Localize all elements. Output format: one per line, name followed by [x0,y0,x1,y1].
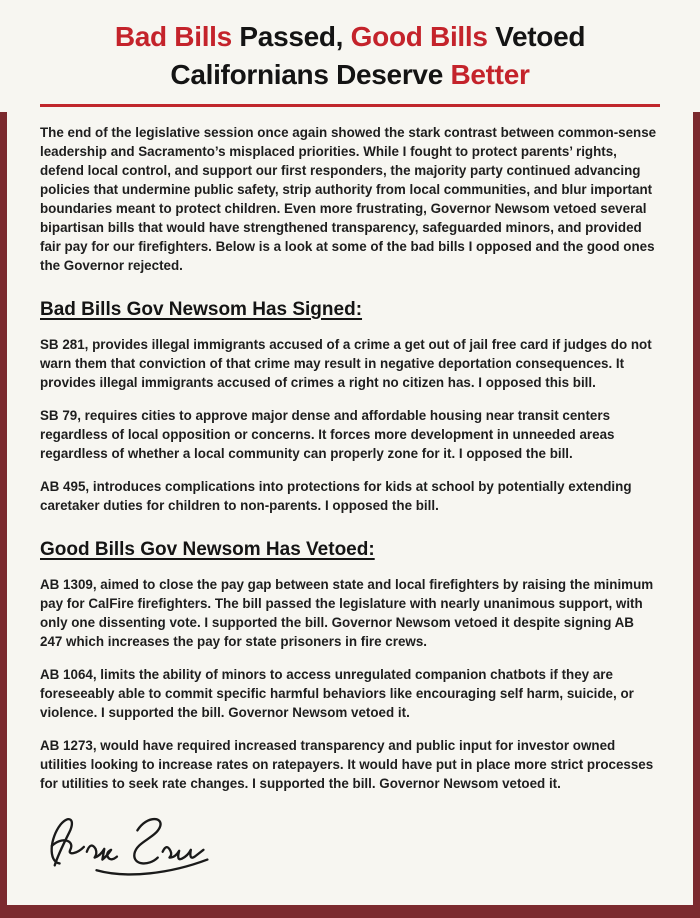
bill-paragraph-ab1064: AB 1064, limits the ability of minors to access unregulated companion chatbots if they are foreseeably able to commit specific harmful behaviors like encouraging self harm, suicide, or violence. I supported the bill. Governor Newsom vetoed it. [40,667,634,721]
page-title [40,18,660,94]
section-heading-good-bills: Good Bills Gov Newsom Has Vetoed: [40,539,375,561]
title-line-1 [115,21,585,52]
title-accent-better: Better [450,58,530,90]
title-text-californians: Californians Deserve [170,58,451,90]
title-line-2 [170,59,529,90]
signature-block [40,809,660,881]
title-accent-bad-bills: Bad Bills [114,21,232,52]
bill-paragraph-ab495: AB 495, introduces complications into protections for kids at school by potentially extending caretaker duties for children to non-parents. I opposed the bill. [40,479,632,514]
bottom-border-bar [0,905,700,918]
bill-paragraph-sb281: SB 281, provides illegal immigrants accused of a crime a get out of jail free card if judges do not warn them that conviction of that crime may result in negative deportation consequences. It provides illegal immigrants accused of crimes a right no citizen has. I opposed this bill. [40,336,652,390]
title-accent-good-bills: Good Bills [350,21,488,52]
bill-paragraph-ab1309: AB 1309, aimed to close the pay gap between state and local firefighters by raising the minimum pay for CalFire firefighters. The bill passed the legislature with nearly unanimous support, with only one dissenting vote. I supported the bill. Governor Newsom vetoed it despite signing AB 247 which increases the pay for state prisoners in fire crews. [40,577,654,650]
section-bad-bills [40,299,660,515]
title-text-passed: Passed, [231,21,351,52]
section-good-bills [40,539,660,793]
signature-image [40,809,225,879]
title-text-vetoed: Vetoed [487,21,586,52]
left-border-bar [0,112,7,918]
title-divider-rule [40,104,660,107]
section-heading-bad-bills: Bad Bills Gov Newsom Has Signed: [40,298,363,320]
bill-paragraph-sb79: SB 79, requires cities to approve major dense and affordable housing near transit centers regardless of local opposition or concerns. It forces more development in unneeded areas regardless of whether a local community can properly zone for it. I opposed the bill. [40,407,615,461]
intro-paragraph: The end of the legislative session once again showed the stark contrast between common-sense leadership and Sacramento’s misplaced priorities. While I fought to protect parents’ rights, defend local control, and support our first responders, the majority party continued advancing policies that undermine public safety, strip authority from local communities, and blur important boundaries meant to protect children. Even more frustrating, Governor Newsom vetoed several bipartisan bills that would have strengthened transparency, safeguarded minors, and provided fair pay for our firefighters. Below is a look at some of the bad bills I opposed and the good ones the Governor rejected. [40,124,657,273]
bill-paragraph-ab1273: AB 1273, would have required increased transparency and public input for investor owned utilities looking to increase rates on ratepayers. It would have put in place more strict processes for utilities to seek rate changes. I supported the bill. Governor Newsom vetoed it. [40,738,654,792]
right-border-bar [693,112,700,918]
